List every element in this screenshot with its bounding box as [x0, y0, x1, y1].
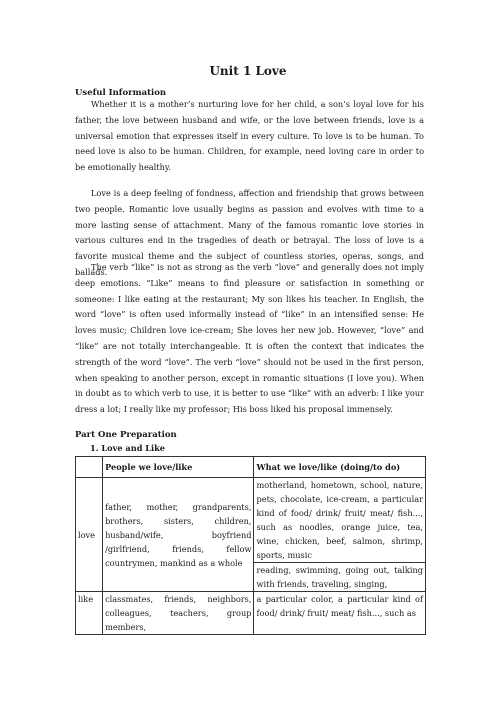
like-people-cell: classmates, friends, neighbors, colleagues, teachers, group members,	[103, 592, 254, 635]
table-row-love	[76, 478, 426, 563]
love-doing-cell: reading, swimming, going out, talking with friends, traveling, singing,	[254, 563, 426, 592]
row-label-love: love	[76, 478, 103, 592]
love-people-cell: father, mother, grandparents, brothers, sisters, children, husband/wife, boyfriend /girlfriend, friends, fellow countrymen, mankind as a whole	[103, 478, 254, 592]
paragraph-2: Love is a deep feeling of fondness, affection and friendship that grows between two people. Romantic love usually begins as passion and evolves with time to a more lasting sense of attachment. Many of the famous romantic love stories in various cultures end in the tragedies of death or betrayal. The loss of love is a favorite musical theme and the subject of countless stories, operas, songs, and ballads.	[75, 188, 424, 277]
like-things-cell: a particular color, a particular kind of food/ drink/ fruit/ meat/ fish..., such as	[254, 592, 426, 635]
table-header-people: People we love/like	[103, 457, 254, 478]
useful-information-heading: Useful Information	[75, 88, 167, 98]
table-row-like	[76, 592, 426, 635]
page-title: Unit 1 Love	[209, 64, 287, 78]
table-header-row	[76, 457, 426, 478]
part-one-heading: Part One Preparation	[75, 430, 177, 440]
table-header-things: What we love/like (doing/to do)	[254, 457, 426, 478]
paragraph-3: The verb “like” is not as strong as the verb “love” and generally does not imply deep emotions. “Like” means to find pleasure or satisfaction in something or someone: I like eating at the restaurant; My son likes his teacher. In English, the word “love” is often used informally instead of “like” in an intensified sense: He loves music; Children love ice-cream; She loves her new job. However, “love” and “like” are not totally interchangeable. It is often the context that indicates the strength of the word “love”. The verb “love” should not be used in the first person, when speaking to another person, except in romantic situations (I love you). When in doubt as to which verb to use, it is better to use “like” with an adverb: I like your dress a lot; I really like my professor; His boss liked his proposal immensely.	[75, 262, 424, 415]
table-header-empty	[76, 457, 103, 478]
love-and-like-subheading: 1. Love and Like	[90, 443, 166, 453]
row-label-like: like	[76, 592, 103, 635]
paragraph-1: Whether it is a mother’s nurturing love for her child, a son’s loyal love for his father, the love between husband and wife, or the love between friends, love is a universal emotion that expresses itself in every culture. To love is to be human. To need love is also to be human. Children, for example, need loving care in order to be emotionally healthy.	[75, 99, 424, 173]
love-things-cell: motherland, hometown, school, nature, pets, chocolate, ice-cream, a particular kind of food/ drink/ fruit/ meat/ fish..., such as noodles, orange juice, tea, wine, chicken, beef, salmon, shrimp, sports, music	[254, 478, 426, 563]
love-like-table	[75, 456, 426, 635]
